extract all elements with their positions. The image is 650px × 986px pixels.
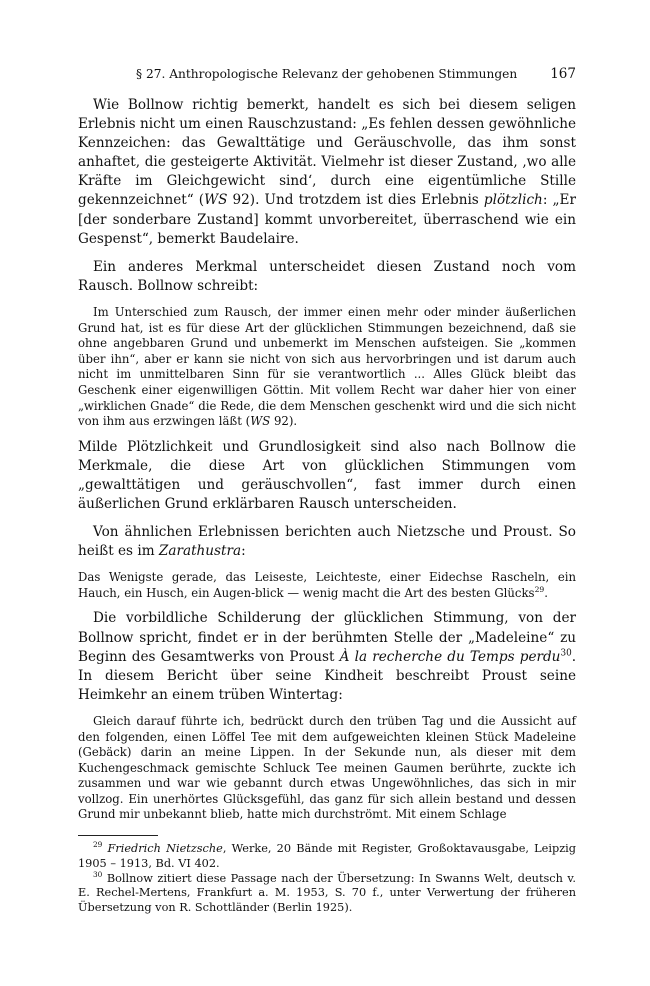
paragraph-3: Milde Plötzlichkeit und Grundlosigkeit sind also nach Bollnow die Merkmale, die diese Art von glücklichen Stimmungen vom „gewalttätigen und geräuschvollen“, fast immer durch einen äußerlichen Grund erklärbaren Rausch unterscheiden. — [78, 438, 576, 512]
emphasis-ploetzlich: plötzlich — [483, 192, 543, 209]
text-run: 92). — [270, 414, 298, 429]
paragraph-5 — [78, 609, 576, 704]
text-run: Die vorbildliche Schilderung der glücklichen Stimmung, von der Bollnow spricht, findet er in der berühmten Stelle der „Madeleine“ zu Beginn des Gesamtwerks von Proust — [78, 610, 576, 665]
text-run: : — [241, 543, 246, 560]
siglum-ws: WS — [250, 414, 271, 429]
paragraph-1 — [78, 96, 576, 249]
text-run: Das Wenigste gerade, das Leiseste, Leichteste, einer Eidechse Rascheln, ein Hauch, ein Husch, ein Augen-blick — wenig macht die Art des besten Glücks — [78, 570, 576, 600]
text-run: 92). Und trotzdem ist dies Erlebnis — [227, 192, 484, 209]
text-run: , Werke, 20 Bände mit Register, Großoktavausgabe, Leipzig 1905 – 1913, Bd. VI 402. — [78, 842, 577, 870]
book-page — [78, 66, 576, 916]
text-run: : „Er [der sonderbare Zustand] kommt unvorbereitet, überraschend wie ein Gespenst“, bemerkt Baudelaire. — [78, 192, 576, 247]
block-quote-3: Gleich darauf führte ich, bedrückt durch den trüben Tag und die Aussicht auf den folgenden, einen Löffel Tee mit dem aufgeweichten kleinen Stück Madeleine (Gebäck) darin an meine Lippen. In der Sekunde nun, als dieser mit dem Kuchengeschmack gemischte Schluck Tee meinen Gaumen berührte, zuckte ich zusammen und war wie gebannt durch etwas Ungewöhnliches, das sich in mir vollzog. Ein unerhörtes Glücksgefühl, das ganz für sich allein bestand und dessen Grund mir unbekannt blieb, hatte mich durchströmt. Mit einem Schlage — [78, 713, 576, 822]
text-run: Im Unterschied zum Rausch, der immer einen mehr oder minder äußerlichen Grund hat, ist es für diese Art der glücklichen Stimmungen bezeichnend, daß sie ohne angebbaren Grund und unbemerkt im Menschen aufsteigen. Sie „kommen über ihn“, aber er kann sie nicht von sich aus hervorbringen und ist darum auch nicht im unmittelbaren Sinn für sie verantwortlich ... Alles Glück bleibt das Geschenk einer eigenwilligen Göttin. Mit vollem Recht war daher hier von einer „wirklichen Gnade“ die Rede, die dem Menschen geschenkt wird und die sich nicht von ihm aus erzwingen läßt ( — [78, 304, 576, 429]
title-zarathustra: Zarathustra — [158, 543, 242, 560]
footnote-author: Friedrich Nietzsche — [107, 842, 223, 856]
footnote-30 — [78, 869, 576, 916]
text-run: Von ähnlichen Erlebnissen berichten auch Nietzsche und Proust. So heißt es im — [78, 524, 576, 560]
block-quote-1 — [78, 305, 576, 430]
text-run: Wie Bollnow richtig bemerkt, handelt es sich bei diesem seligen Erlebnis nicht um einen Rauschzustand: „Es fehlen dessen gewöhnliche Kennzeichen: das Gewalttätige und Geräuschvolle, das ihm sonst anhaftet, die gesteigerte Aktivität. Vielmehr ist dieser Zustand, ,wo alle Kräfte im Gleichgewicht sind‘, durch eine eigentümliche Stille gekennzeichnet“ ( — [78, 97, 576, 209]
footnote-29 — [78, 842, 576, 872]
running-header — [78, 66, 576, 82]
paragraph-4 — [78, 523, 576, 561]
running-title: § 27. Anthropologische Relevanz der gehobenen Stimmungen — [136, 67, 518, 81]
footnote-separator — [78, 835, 158, 836]
page-number: 167 — [550, 66, 576, 82]
block-quote-2 — [78, 570, 576, 601]
footnote-number: 29 — [93, 840, 103, 850]
text-run: . — [544, 585, 548, 600]
title-recherche: À la recherche du Temps perdu — [339, 648, 561, 665]
footnote-ref-30[interactable]: 30 — [560, 648, 572, 659]
siglum-ws: WS — [204, 192, 228, 209]
paragraph-2: Ein anderes Merkmal unterscheidet diesen Zustand noch vom Rausch. Bollnow schreibt: — [78, 258, 576, 294]
footnote-ref-29[interactable]: 29 — [534, 584, 545, 594]
text-run: Bollnow zitiert diese Passage nach der Übersetzung: In Swanns Welt, deutsch v. E. Rechel-Mertens, Frankfurt a. M. 1953, S. 70 f., unter Verwertung der früheren Übersetzung von R. Schottländer (Berlin 1925). — [78, 871, 576, 915]
text-run: . In diesem Bericht über seine Kindheit beschreibt Proust seine Heimkehr an einem trüben Wintertag: — [78, 648, 577, 703]
footnote-number: 30 — [93, 869, 103, 879]
